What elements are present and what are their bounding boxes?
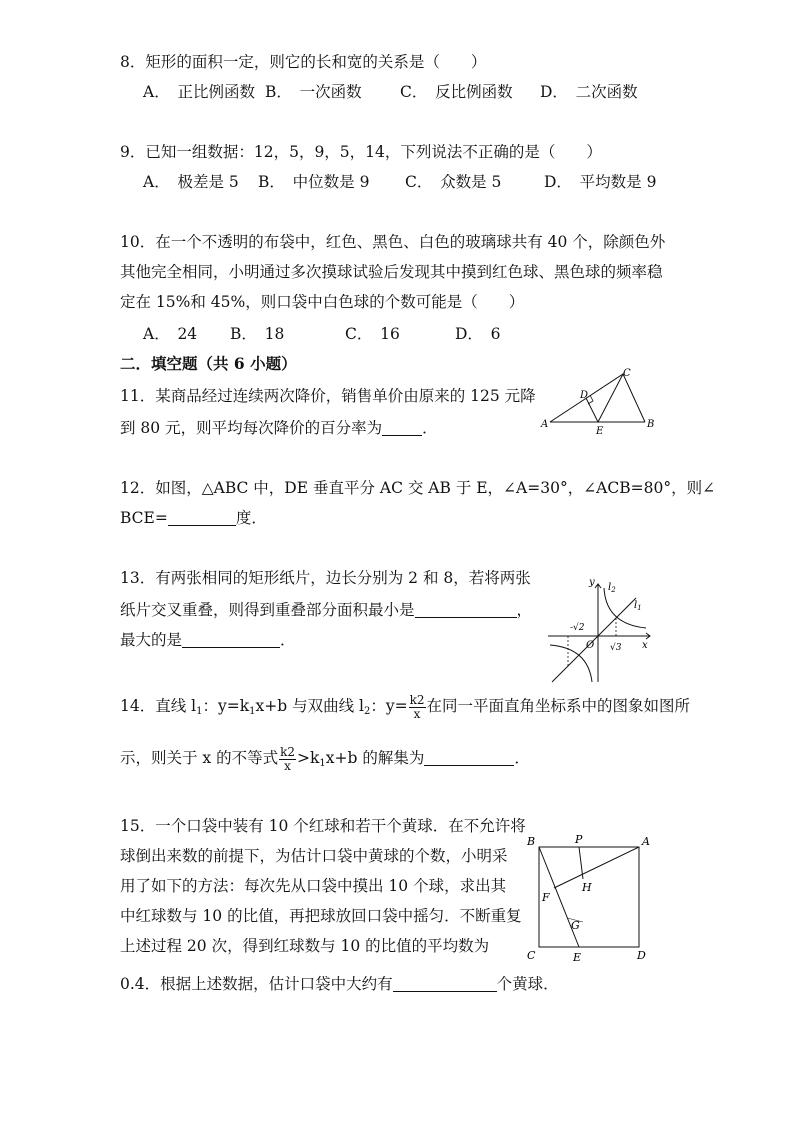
q11-line2: 到 80 元，则平均每次降价的百分率为 ． bbox=[120, 419, 438, 437]
q10-option-c: C． 16 bbox=[345, 325, 400, 343]
sq-label-b: B bbox=[527, 835, 536, 848]
sq-label-p: P bbox=[575, 833, 583, 846]
q13-line3: 最大的是 ． bbox=[120, 631, 296, 649]
graph-l1-label: $l_1$ bbox=[634, 600, 642, 612]
square-figure bbox=[522, 830, 652, 965]
sq-label-h: H bbox=[582, 881, 592, 894]
q14-fraction-2: $\frac{k2}{x}$ bbox=[280, 744, 296, 773]
q11-answer-blank[interactable] bbox=[382, 419, 422, 436]
graph-l2-label: $l_2$ bbox=[608, 582, 616, 594]
q9-option-a: A． 极差是 5 bbox=[143, 173, 239, 191]
q8-option-a: A． 正比例函数 bbox=[143, 83, 255, 101]
section-header: 二．填空题（共 6 小题） bbox=[120, 354, 297, 373]
tri-label-c: C bbox=[623, 368, 631, 379]
q9-option-d: D． 平均数是 9 bbox=[544, 173, 657, 191]
q10-line1: 10．在一个不透明的布袋中，红色、黑色、白色的玻璃球共有 40 个，除颜色外 bbox=[120, 233, 666, 251]
sq-label-e: E bbox=[573, 951, 582, 964]
q13-line2: 纸片交叉重叠，则得到重叠部分面积最小是 ， bbox=[120, 601, 533, 619]
sq-label-a: A bbox=[642, 835, 650, 848]
q13-max-blank[interactable] bbox=[182, 631, 280, 648]
q12-line2: BCE= 度． bbox=[120, 509, 267, 527]
function-graph-figure bbox=[546, 578, 656, 686]
q15-line3: 用了如下的方法：每次先从口袋中摸出 10 个球，求出其 bbox=[120, 877, 507, 895]
q9-stem: 9．已知一组数据：12，5，9，5，14，下列说法不正确的是（ ） bbox=[120, 143, 602, 161]
tri-label-d: D bbox=[580, 390, 589, 401]
q14-line1: 14．直线 $l_1$：$y=k_1x+b$ 与双曲线 $l_2$：y= $\frac{k2}{x}$ 在同一平面直角坐标系中的图象如图所 bbox=[120, 692, 691, 721]
q9-option-c: C． 众数是 5 bbox=[405, 173, 502, 191]
sq-label-g: G bbox=[571, 919, 580, 932]
q15-line2: 球倒出来数的前提下，为估计口袋中黄球的个数，小明采 bbox=[120, 847, 508, 865]
q15-line6: 0.4．根据上述数据，估计口袋中大约有 个黄球． bbox=[120, 975, 559, 993]
tri-label-a: A bbox=[541, 419, 549, 430]
q8-option-c: C． 反比例函数 bbox=[400, 83, 513, 101]
q9-option-b: B． 中位数是 9 bbox=[258, 173, 370, 191]
q8-option-d: D． 二次函数 bbox=[540, 83, 638, 101]
q15-line4: 中红球数与 10 的比值，再把球放回口袋中摇匀．不断重复 bbox=[120, 907, 522, 925]
q10-option-a: A． 24 bbox=[143, 325, 198, 343]
sq-label-f: F bbox=[542, 891, 550, 904]
q12-answer-blank[interactable] bbox=[168, 509, 236, 526]
graph-y-label: y bbox=[589, 578, 595, 588]
sq-label-d: D bbox=[637, 949, 646, 962]
q13-line1: 13．有两张相同的矩形纸片，边长分别为 2 和 8，若将两张 bbox=[120, 569, 531, 587]
sq-label-c: C bbox=[527, 949, 536, 962]
graph-origin-label: O bbox=[586, 640, 595, 651]
graph-sqrt3-label: √3 bbox=[610, 643, 622, 653]
q8-stem: 8．矩形的面积一定，则它的长和宽的关系是（ ） bbox=[120, 53, 487, 71]
q10-line2: 其他完全相同，小明通过多次摸球试验后发现其中摸到红色球、黑色球的频率稳 bbox=[120, 263, 663, 281]
q15-answer-blank[interactable] bbox=[393, 975, 497, 992]
q8-option-b: B． 一次函数 bbox=[265, 83, 362, 101]
q15-line1: 15．一个口袋中装有 10 个红球和若干个黄球．在不允许将 bbox=[120, 817, 526, 835]
q12-line1: 12．如图，△ABC 中，DE 垂直平分 AC 交 AB 于 E，∠A=30°，∠ACB=80°，则∠ bbox=[120, 479, 716, 497]
tri-label-b: B bbox=[647, 419, 655, 430]
graph-neg-sqrt2-label: -√2 bbox=[570, 623, 585, 633]
q14-line2: 示，则关于 x 的不等式 $\frac{k2}{x}$ $>k_1x+b$ 的解集为 ． bbox=[120, 744, 530, 773]
q13-min-blank[interactable] bbox=[415, 601, 517, 618]
q11-line1: 11．某商品经过连续两次降价，销售单价由原来的 125 元降 bbox=[120, 387, 536, 405]
q10-line3: 定在 15%和 45%，则口袋中白色球的个数可能是（ ） bbox=[120, 293, 525, 311]
tri-label-e: E bbox=[596, 426, 604, 435]
q10-option-d: D． 6 bbox=[455, 325, 501, 343]
q10-option-b: B． 18 bbox=[230, 325, 285, 343]
q15-line5: 上述过程 20 次，得到红球数与 10 的比值的平均数为 bbox=[120, 937, 490, 955]
triangle-figure bbox=[535, 365, 660, 435]
q14-fraction-1: $\frac{k2}{x}$ bbox=[409, 692, 425, 721]
graph-x-label: x bbox=[642, 640, 648, 651]
q14-answer-blank[interactable] bbox=[424, 749, 514, 766]
